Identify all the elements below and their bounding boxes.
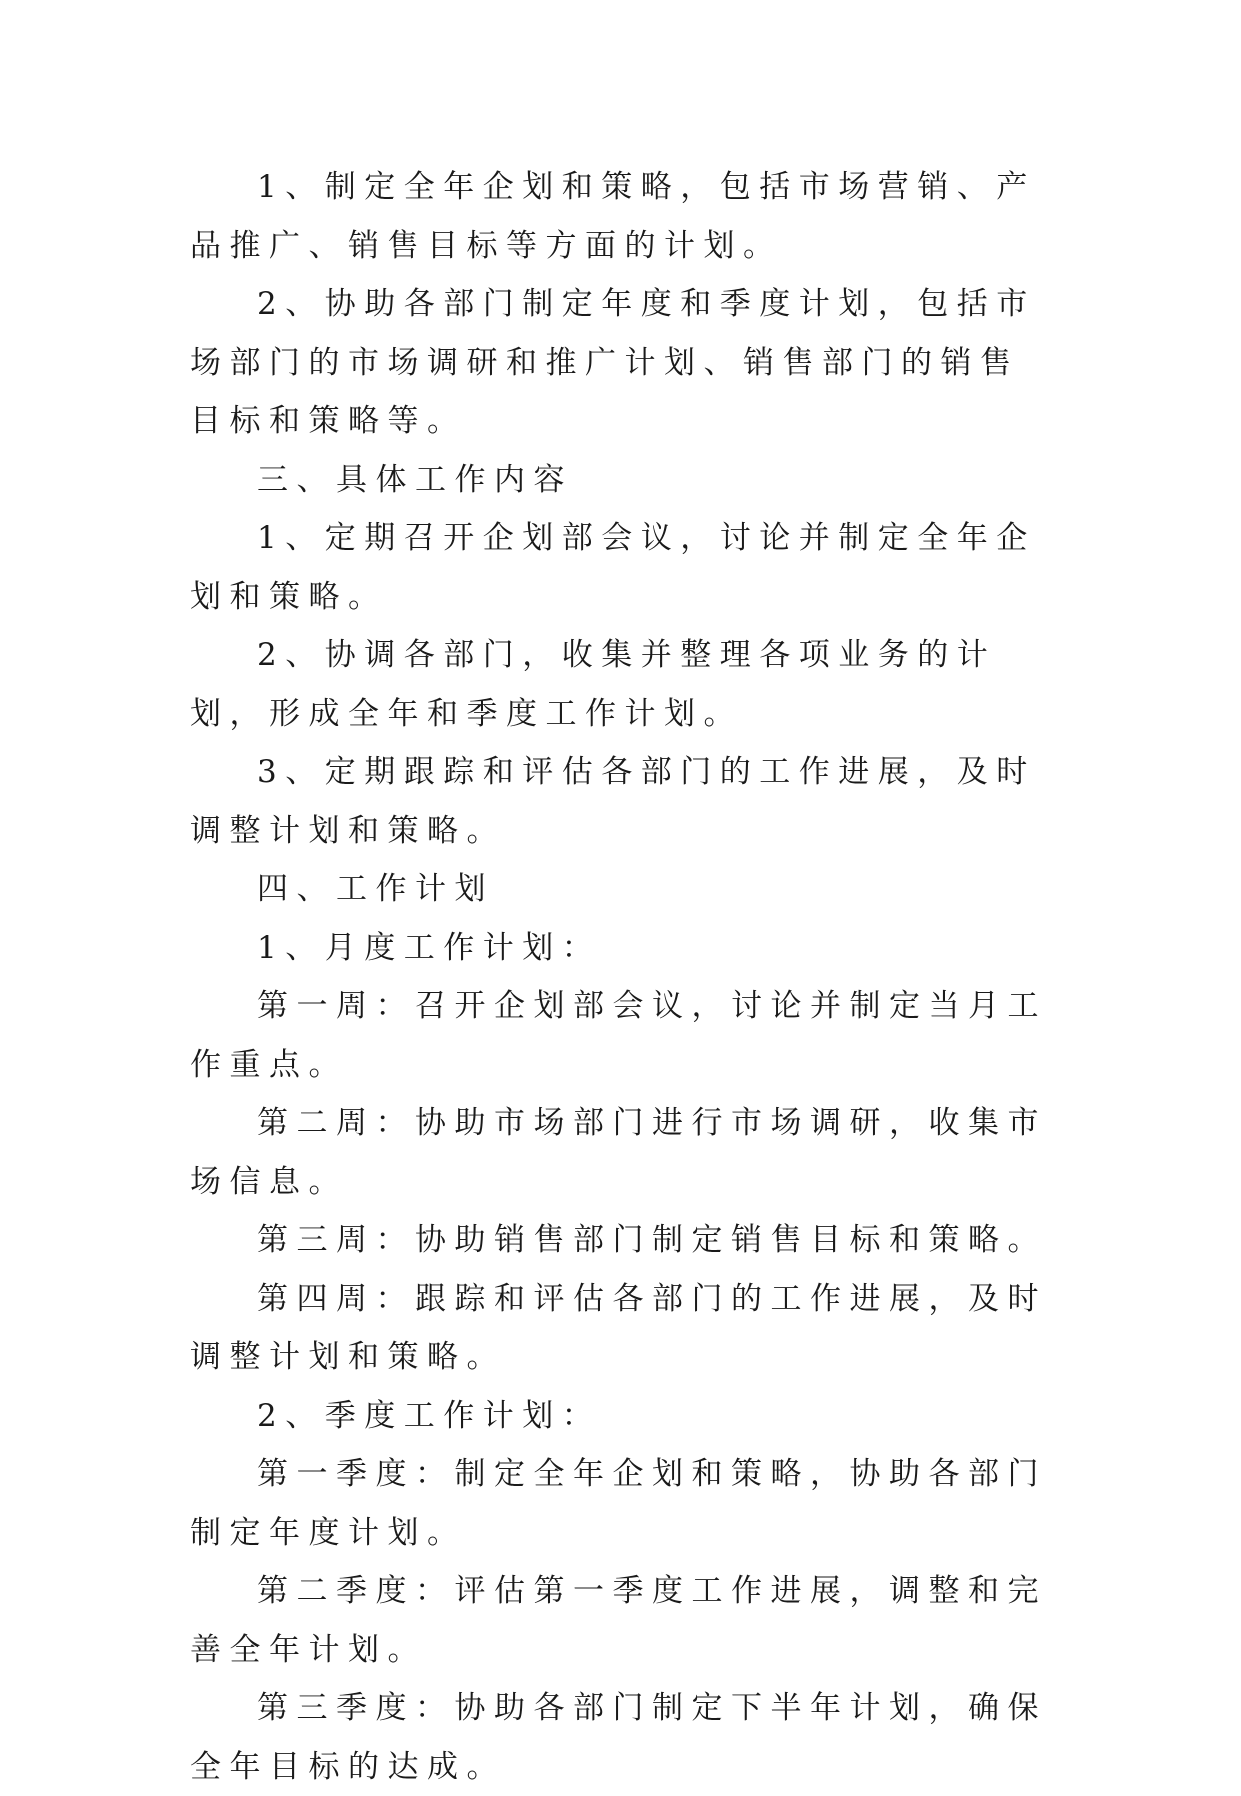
quarter-3-item: 第三季度：协助各部门制定下半年计划，确保全年目标的达成。: [190, 1690, 1047, 1785]
paragraph-6: 3、定期跟踪和评估各部门的工作进展，及时调整计划和策略。: [190, 754, 1036, 849]
quarter-2-item: 第二季度：评估第一季度工作进展，调整和完善全年计划。: [190, 1573, 1047, 1668]
paragraph-5: 2、协调各部门，收集并整理各项业务的计划，形成全年和季度工作计划。: [190, 637, 997, 732]
quarter-1-item: 第一季度：制定全年企划和策略，协助各部门制定年度计划。: [190, 1456, 1047, 1551]
paragraph-2: 2、协助各部门制定年度和季度计划，包括市场部门的市场调研和推广计划、销售部门的销售目标和策略等。: [190, 286, 1036, 439]
week-3-item: 第三周：协助销售部门制定销售目标和策略。: [257, 1222, 1047, 1258]
week-4-item: 第四周：跟踪和评估各部门的工作进展，及时调整计划和策略。: [190, 1280, 1047, 1375]
paragraph-1: 1、制定全年企划和策略，包括市场营销、产品推广、销售目标等方面的计划。: [190, 169, 1036, 264]
section-heading-4: 四、工作计划: [257, 871, 494, 907]
week-2-item: 第二周：协助市场部门进行市场调研，收集市场信息。: [190, 1105, 1047, 1200]
subheading-quarterly-plan: 2、季度工作计划：: [257, 1397, 602, 1434]
section-heading-3: 三、具体工作内容: [257, 461, 573, 498]
paragraph-4: 1、定期召开企划部会议，讨论并制定全年企划和策略。: [190, 520, 1036, 615]
subheading-monthly-plan: 1、月度工作计划：: [257, 929, 602, 966]
week-1-item: 第一周：召开企划部会议，讨论并制定当月工作重点。: [190, 988, 1047, 1083]
document-body: [190, 158, 1050, 1796]
